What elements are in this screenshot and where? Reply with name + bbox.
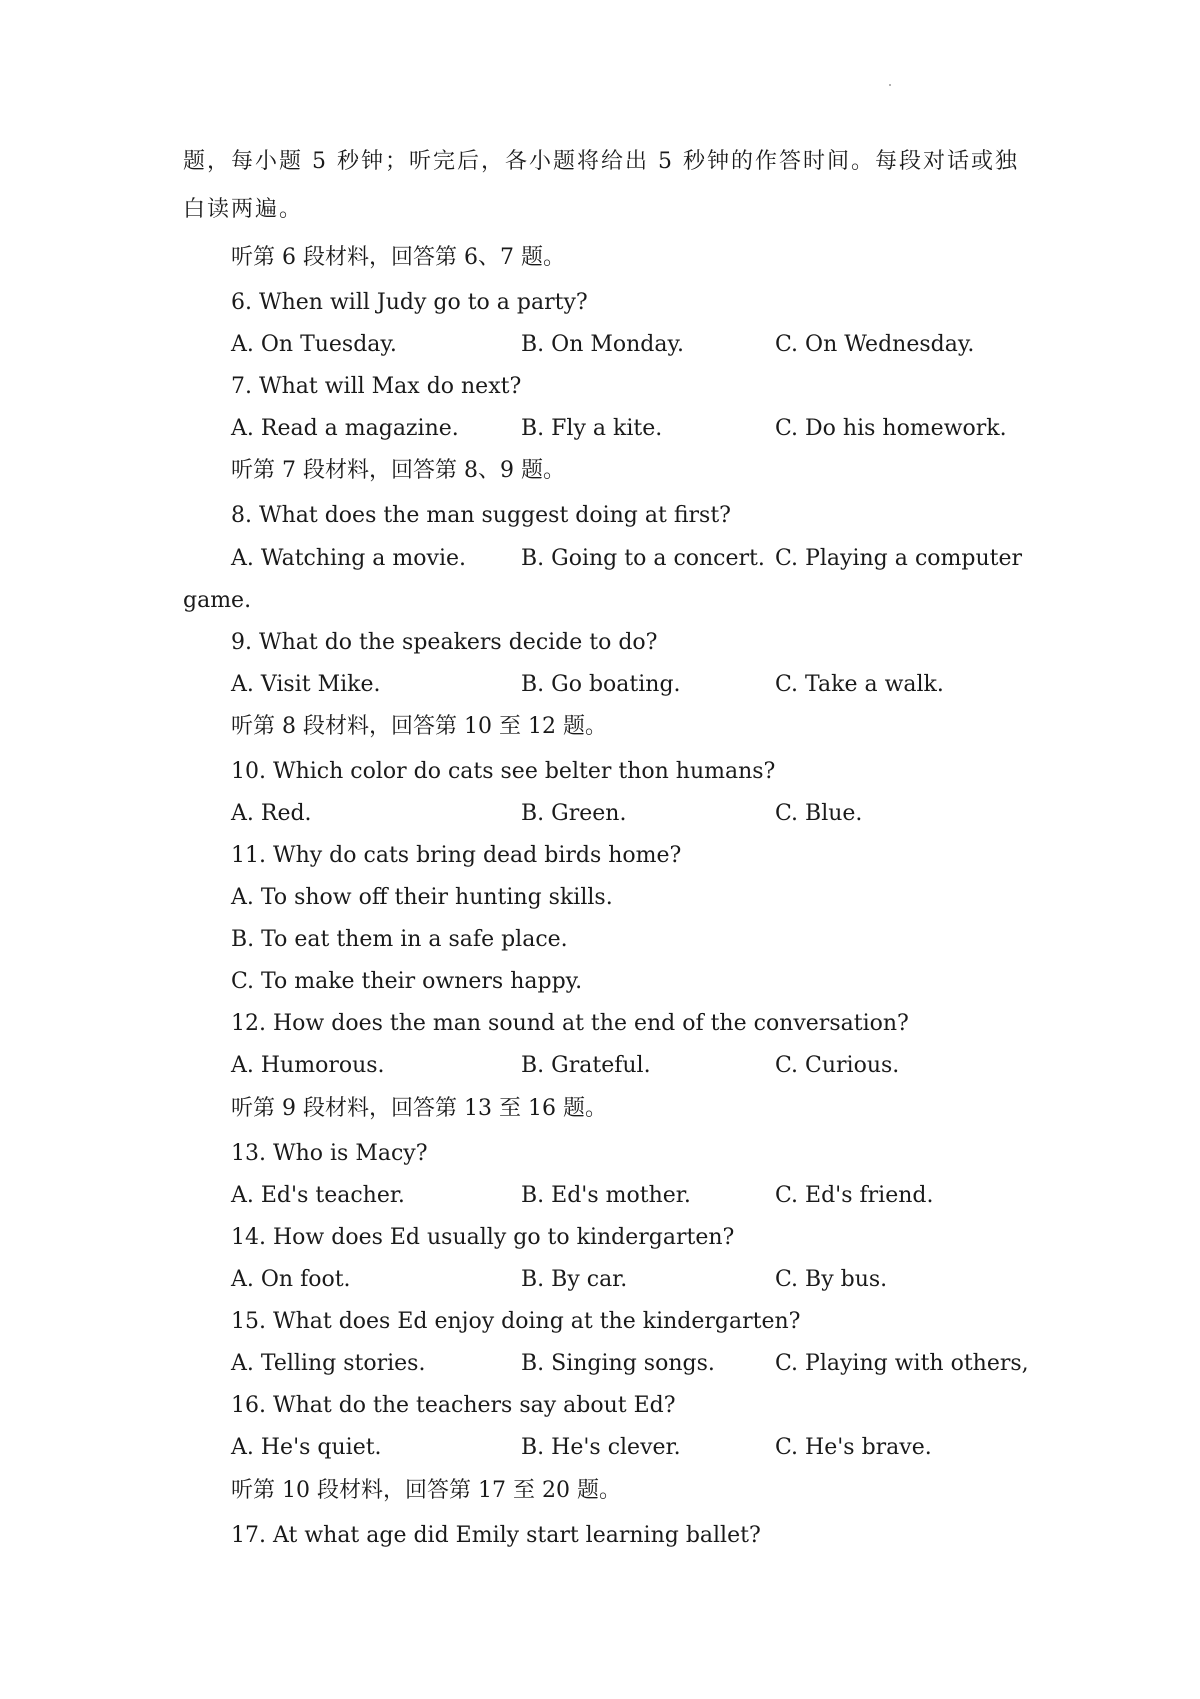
question-14-option-a: A. On foot. — [231, 1267, 351, 1292]
question-12-option-a: A. Humorous. — [231, 1053, 385, 1078]
question-17: 17. At what age did Emily start learning ballet? — [231, 1523, 761, 1548]
question-12-option-c: C. Curious. — [775, 1053, 900, 1078]
question-9-option-a: A. Visit Mike. — [231, 672, 381, 697]
question-12: 12. How does the man sound at the end of the conversation? — [231, 1011, 909, 1036]
question-13-option-a: A. Ed's teacher. — [231, 1183, 405, 1208]
question-6-option-a: A. On Tuesday. — [231, 332, 397, 357]
question-16: 16. What do the teachers say about Ed? — [231, 1393, 676, 1418]
section-heading-8: 听第 8 段材料，回答第 10 至 12 题。 — [231, 714, 607, 739]
question-15: 15. What does Ed enjoy doing at the kindergarten? — [231, 1309, 801, 1334]
question-8-option-a: A. Watching a movie. — [231, 546, 466, 571]
question-10-option-a: A. Red. — [231, 801, 312, 826]
question-8-option-c-word: computer — [914, 546, 1022, 571]
question-14: 14. How does Ed usually go to kindergarten? — [231, 1225, 735, 1250]
question-11-option-b: B. To eat them in a safe place. — [231, 927, 568, 952]
question-10-option-b: B. Green. — [521, 801, 627, 826]
question-8-option-c-word: C. — [775, 546, 799, 571]
section-heading-9: 听第 9 段材料，回答第 13 至 16 题。 — [231, 1096, 607, 1121]
question-9-option-b: B. Go boating. — [521, 672, 681, 697]
question-8-option-b: B. Going to a concert. — [521, 546, 765, 571]
question-8-option-c — [775, 544, 1022, 574]
question-9-option-c: C. Take a walk. — [775, 672, 944, 697]
question-16-option-b: B. He's clever. — [521, 1435, 681, 1460]
question-16-option-c: C. He's brave. — [775, 1435, 932, 1460]
question-8-option-c-continued: game. — [183, 588, 252, 613]
question-12-option-b: B. Grateful. — [521, 1053, 651, 1078]
question-15-option-c: C. Playing with others, — [775, 1351, 1029, 1376]
question-6: 6. When will Judy go to a party? — [231, 290, 588, 315]
question-7-option-b: B. Fly a kite. — [521, 416, 663, 441]
question-7-option-c: C. Do his homework. — [775, 416, 1007, 441]
question-7-option-a: A. Read a magazine. — [231, 416, 459, 441]
section-heading-10: 听第 10 段材料，回答第 17 至 20 题。 — [231, 1478, 621, 1503]
question-10-option-c: C. Blue. — [775, 801, 863, 826]
question-11: 11. Why do cats bring dead birds home? — [231, 843, 682, 868]
section-heading-7: 听第 7 段材料，回答第 8、9 题。 — [231, 458, 565, 483]
question-9: 9. What do the speakers decide to do? — [231, 630, 658, 655]
question-11-option-c: C. To make their owners happy. — [231, 969, 583, 994]
question-13: 13. Who is Macy? — [231, 1141, 428, 1166]
question-13-option-c: C. Ed's friend. — [775, 1183, 934, 1208]
question-8-option-c-word: Playing — [805, 546, 888, 571]
question-8: 8. What does the man suggest doing at first? — [231, 503, 731, 528]
question-16-option-a: A. He's quiet. — [231, 1435, 382, 1460]
question-13-option-b: B. Ed's mother. — [521, 1183, 691, 1208]
question-10: 10. Which color do cats see belter thon humans? — [231, 759, 776, 784]
question-14-option-b: B. By car. — [521, 1267, 628, 1292]
question-8-option-c-word: a — [894, 546, 908, 571]
question-15-option-b: B. Singing songs. — [521, 1351, 715, 1376]
question-7: 7. What will Max do next? — [231, 374, 522, 399]
intro-line-2: 白读两遍。 — [183, 197, 304, 222]
section-heading-6: 听第 6 段材料，回答第 6、7 题。 — [231, 245, 565, 270]
question-6-option-c: C. On Wednesday. — [775, 332, 975, 357]
question-14-option-c: C. By bus. — [775, 1267, 888, 1292]
question-15-option-a: A. Telling stories. — [231, 1351, 426, 1376]
intro-line-1: 题，每小题 5 秒钟；听完后，各小题将给出 5 秒钟的作答时间。每段对话或独 — [183, 149, 1019, 174]
question-11-option-a: A. To show off their hunting skills. — [231, 885, 613, 910]
scan-mark — [889, 84, 891, 86]
question-6-option-b: B. On Monday. — [521, 332, 684, 357]
